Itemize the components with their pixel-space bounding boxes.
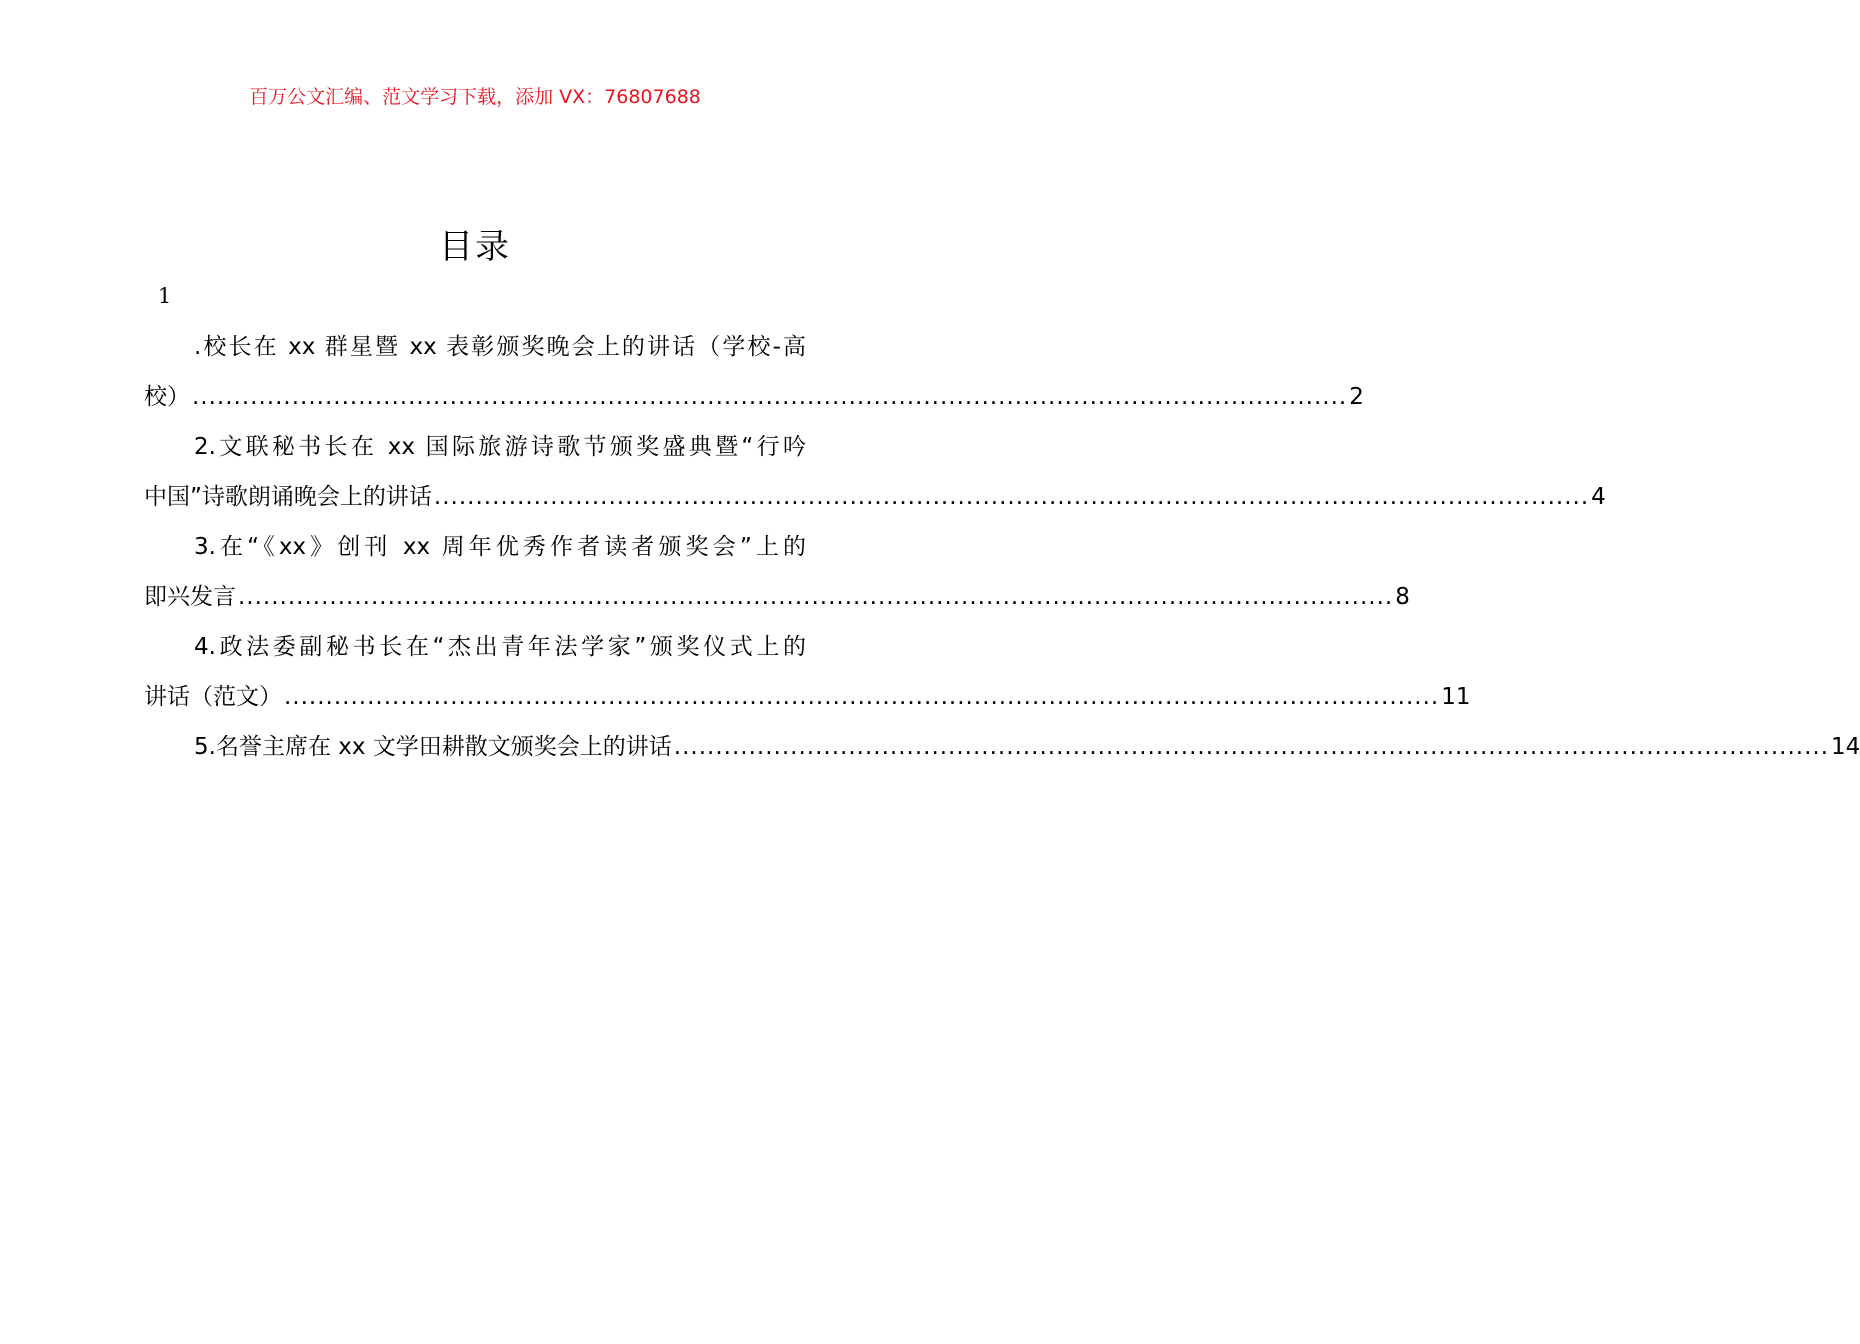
toc-page-number: 14 [1831, 734, 1860, 760]
toc-entry-title-line2 [144, 472, 1606, 522]
stray-page-number: 1 [158, 284, 172, 308]
toc-entry-title-line2 [144, 572, 1410, 622]
toc-entry-title-tail: 校） [144, 384, 190, 410]
toc-leader-dots: ........................................................................................................................................... [192, 384, 1348, 410]
table-of-contents [144, 322, 1860, 772]
toc-entry-title-line1: 3.在“《xx》创刊 xx 周年优秀作者读者颁奖会”上的 [194, 534, 806, 560]
toc-page-number: 2 [1349, 384, 1364, 410]
toc-entry-title-tail: 即兴发言 [144, 584, 236, 610]
toc-entry-title-line1: 2.文联秘书长在 xx 国际旅游诗歌节颁奖盛典暨“行吟 [194, 434, 806, 460]
toc-leader-dots: ........................................................................................................................................... [673, 734, 1830, 760]
toc-leader-dots: ........................................................................................................................................... [238, 584, 1394, 610]
toc-entry-title-tail: 5.名誉主席在 xx 文学田耕散文颁奖会上的讲话 [194, 734, 672, 760]
toc-page-number: 8 [1395, 584, 1410, 610]
toc-leader-dots: ........................................................................................................................................... [284, 684, 1440, 710]
toc-entry-3[interactable] [144, 522, 1410, 622]
toc-page-number: 4 [1591, 484, 1606, 510]
toc-entry-4[interactable] [144, 622, 1471, 722]
toc-entry-title-line2 [144, 372, 1364, 422]
toc-entry-title-tail: 中国”诗歌朗诵晚会上的讲话 [144, 484, 432, 510]
toc-entry-title-tail: 讲话（范文） [144, 684, 282, 710]
toc-entry-title-line2 [144, 672, 1471, 722]
toc-entry-5[interactable] [144, 722, 1860, 772]
toc-entry-title-line1: .校长在 xx 群星暨 xx 表彰颁奖晚会上的讲话（学校-高 [194, 334, 806, 360]
toc-entry-title-line1 [144, 722, 1860, 772]
toc-entry-1[interactable] [144, 322, 1364, 422]
toc-entry-title-line1: 4.政法委副秘书长在“杰出青年法学家”颁奖仪式上的 [194, 634, 806, 660]
toc-entry-2[interactable] [144, 422, 1606, 522]
toc-leader-dots: ........................................................................................................................................... [433, 484, 1590, 510]
page-title: 目录 [439, 227, 511, 267]
toc-page-number: 11 [1441, 684, 1471, 710]
watermark-banner: 百万公文汇编、范文学习下载，添加 VX：76807688 [249, 86, 701, 108]
